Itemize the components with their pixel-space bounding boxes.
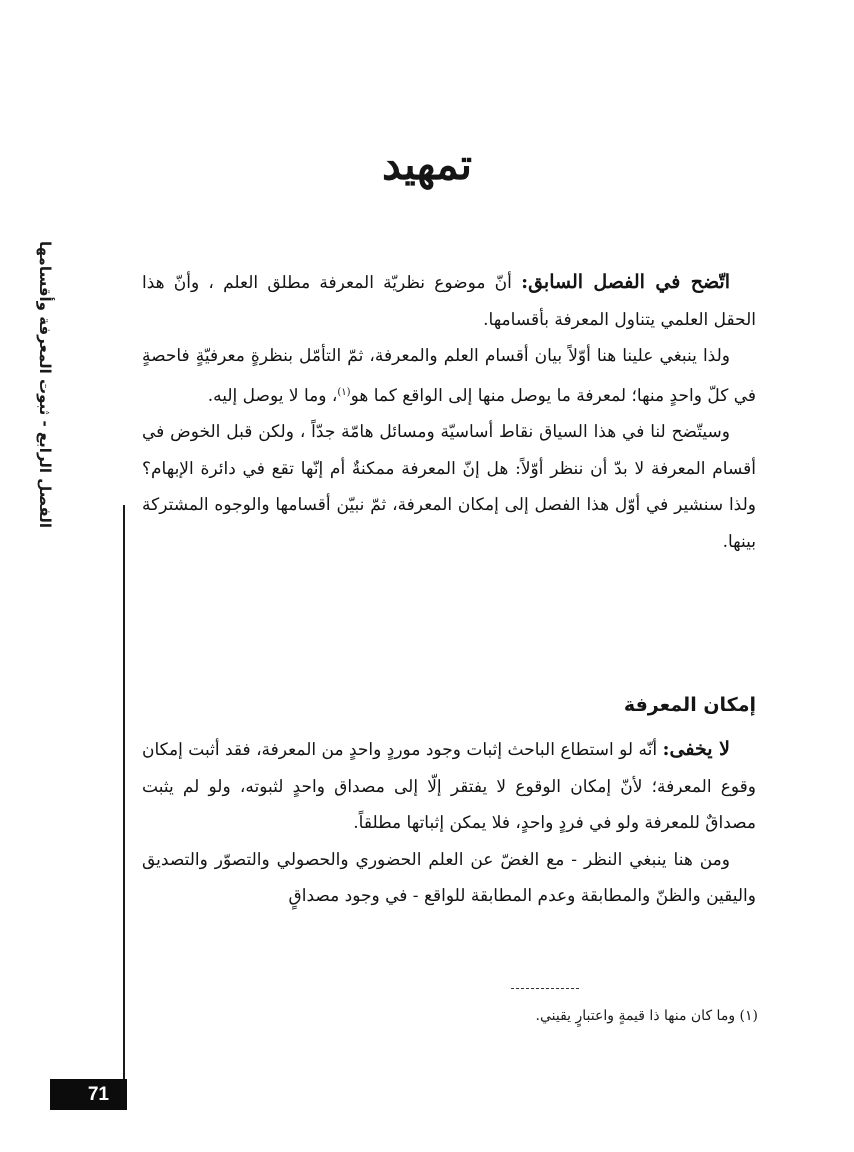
section-paragraph (142, 842, 756, 915)
intro-paragraph-text: وسيتّضح لنا في هذا السياق نقاط أساسيّة ومسائل هامّة جدّاً ، ولكن قبل الخوض في أقسام المعرفة لا بدّ أن ننظر أوّلاً: هل إنّ المعرفة ممكنةٌ أم إنّها تقع في دائرة الإبهام؟ ولذا سنشير في أوّل هذا الفصل إلى إمكان المعرفة، ثمّ نبيّن أقسامها والوجوه المشتركة بينها. (142, 422, 756, 552)
section-lead-phrase: لا يخفى: (662, 738, 730, 760)
side-rule (123, 505, 125, 1110)
intro-paragraph (142, 264, 756, 338)
section-paragraph (142, 731, 756, 842)
intro-paragraph-text: ، وما لا يوصل إليه. (207, 385, 338, 406)
intro-text (142, 264, 756, 560)
section-text (142, 731, 756, 915)
section-paragraph-text: ومن هنا ينبغي النظر - مع الغضّ عن العلم الحضوري والحصولي والتصوّر والتصديق واليقين والظنّ والمطابقة وعدم المطابقة للواقع - في وجود مصداقٍ (142, 849, 756, 906)
page-number: 71 (87, 1084, 109, 1105)
section-paragraph-text: أنّه لو استطاع الباحث إثبات وجود موردٍ واحدٍ من المعرفة، فقد أثبت إمكان وقوع المعرفة؛ لأنّ إمكان الوقوع لا يفتقر إلّا إلى مصداق واحدٍ لثبوته، ولو لم يثبت مصداقٌ للمعرفة ولو في فردٍ واحدٍ، فلا يمكن إثباتها مطلقاً. (142, 740, 756, 833)
intro-paragraph (142, 414, 756, 560)
intro-paragraph-text: ولذا ينبغي علينا هنا أوّلاً بيان أقسام العلم والمعرفة، ثمّ التأمّل بنظرةٍ معرفيّةٍ فاحصةٍ في كلّ واحدٍ منها؛ لمعرفة ما يوصل منها إلى الواقع كما هو (142, 346, 756, 406)
page-number-box (50, 1079, 127, 1110)
footnote-reference: (١) (337, 386, 351, 398)
running-head: الفصل الرابع - ثبوت المعرفة وأقسامها (36, 241, 54, 528)
footnote-divider (511, 988, 579, 989)
section-title: إمكان المعرفة (623, 694, 756, 716)
intro-lead-phrase: اتّضح في الفصل السابق: (521, 271, 730, 293)
page-heading: تمهيد (381, 140, 473, 189)
footnote: (١) وما كان منها ذا قيمةٍ واعتبارٍ يقيني. (535, 1008, 758, 1024)
intro-paragraph-text: أنّ موضوع نظريّة المعرفة مطلق العلم ، وأنّ هذا الحقل العلمي يتناول المعرفة بأقسامها. (142, 273, 756, 330)
intro-paragraph (142, 338, 756, 414)
